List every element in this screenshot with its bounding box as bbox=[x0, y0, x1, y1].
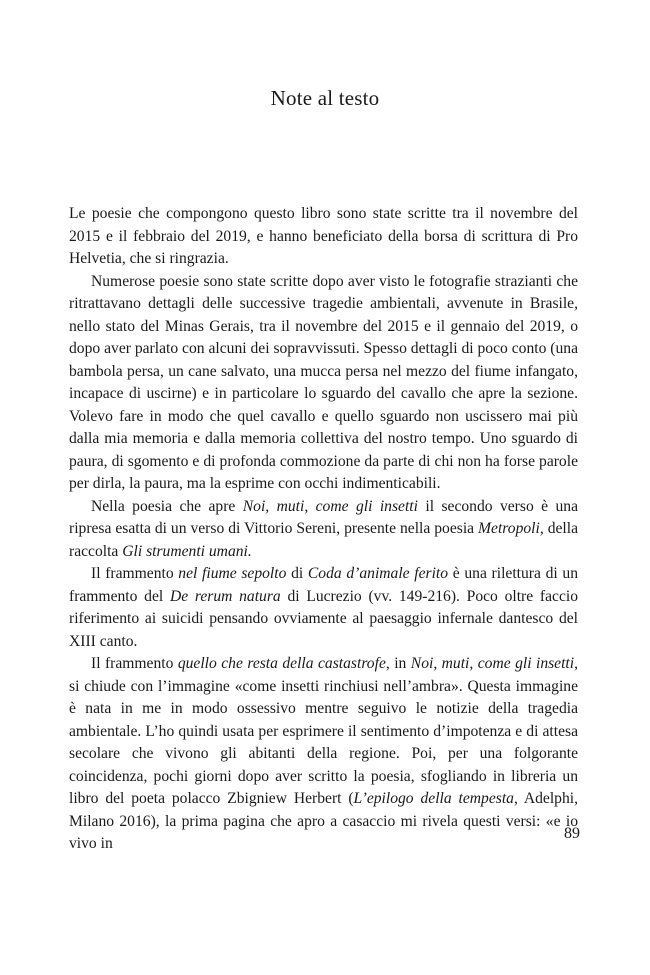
italic-title: quello che resta della castastrofe bbox=[177, 655, 386, 672]
text-segment: , in bbox=[385, 655, 411, 672]
text-segment: , Adelphi, Milano 2016), la prima pagina che apro a casaccio mi rivela questi versi: «e io vivo in bbox=[69, 790, 578, 852]
text-segment: Le poesie che compongono questo libro sono state scritte tra il novembre del 2015 e il febbraio del 2019, e hanno beneficiato della borsa di scrittura di Pro Helvetia, che si ringrazia. bbox=[69, 205, 578, 267]
paragraph-2 bbox=[69, 271, 578, 496]
text-segment: , si chiude con l’immagine «come insetti rinchiusi nell’ambra». Questa immagine è nata in me in modo ossessivo mentre seguivo le notizie della tragedia ambientale. L’ho quindi usata per esprimere il sentimento d’impotenza e di attesa secolare che vivono gli abitanti della regione. Poi, per una folgorante coincidenza, pochi giorni dopo aver scritto la poesia, sfogliando in libreria un libro del poeta polacco Zbigniew Herbert ( bbox=[69, 655, 579, 807]
text-segment: Il frammento bbox=[91, 655, 178, 672]
page-title: Note al testo bbox=[270, 86, 380, 110]
italic-title: De rerum natura bbox=[169, 587, 281, 605]
italic-title: Noi, muti, come gli insetti bbox=[410, 655, 575, 672]
italic-title: Coda d’animale ferito bbox=[307, 565, 449, 582]
text-segment: Nella poesia che apre bbox=[91, 497, 243, 515]
page-number: 89 bbox=[564, 825, 580, 842]
text-segment: di bbox=[286, 565, 308, 582]
text-segment: di Lucrezio (vv. 149-216). Poco oltre faccio riferimento ai suicidi pensando ovviamente al paesaggio infernale dantesco del XIII canto. bbox=[69, 587, 578, 650]
text-segment: Il frammento bbox=[91, 565, 179, 582]
paragraph-1 bbox=[69, 203, 578, 271]
body-text bbox=[69, 203, 578, 856]
text-segment: , della raccolta bbox=[69, 520, 579, 560]
text-segment: è una rilettura di un frammento del bbox=[69, 565, 578, 605]
paragraph-3 bbox=[69, 496, 578, 564]
italic-title: L’epilogo della tempesta bbox=[353, 790, 514, 807]
paragraph-5 bbox=[69, 653, 578, 856]
paragraph-4 bbox=[69, 563, 578, 653]
text-segment: il secondo verso è una ripresa esatta di un verso di Vittorio Sereni, presente nella poesia bbox=[69, 497, 579, 537]
italic-title: Metropoli bbox=[478, 520, 540, 537]
italic-title: Gli strumenti umani. bbox=[122, 542, 252, 560]
italic-title: nel fiume sepolto bbox=[178, 565, 287, 582]
text-segment: Numerose poesie sono state scritte dopo aver visto le fotografie strazianti che ritrattavano dettagli delle successive tragedie ambientali, avvenute in Brasile, nello stato del Minas Gerais, tra il novembre del 2015 e il gennaio del 2019, o dopo aver parlato con alcuni dei sopravvissuti. Spesso dettagli di poco conto (una bambola persa, un cane salvato, una mucca persa nel mezzo del fiume infangato, incapace di uscirne) e in particolare lo sguardo del cavallo che apre la sezione. Volevo fare in modo che quel cavallo e quello sguardo non uscissero mai più dalla mia memoria e dalla memoria collettiva del nostro tempo. Uno sguardo di paura, di sgomento e di profonda commozione da parte di chi non ha forse parole per dirla, la paura, ma la esprime con occhi indimenticabili. bbox=[69, 272, 578, 492]
italic-title: Noi, muti, come gli insetti bbox=[242, 497, 418, 515]
